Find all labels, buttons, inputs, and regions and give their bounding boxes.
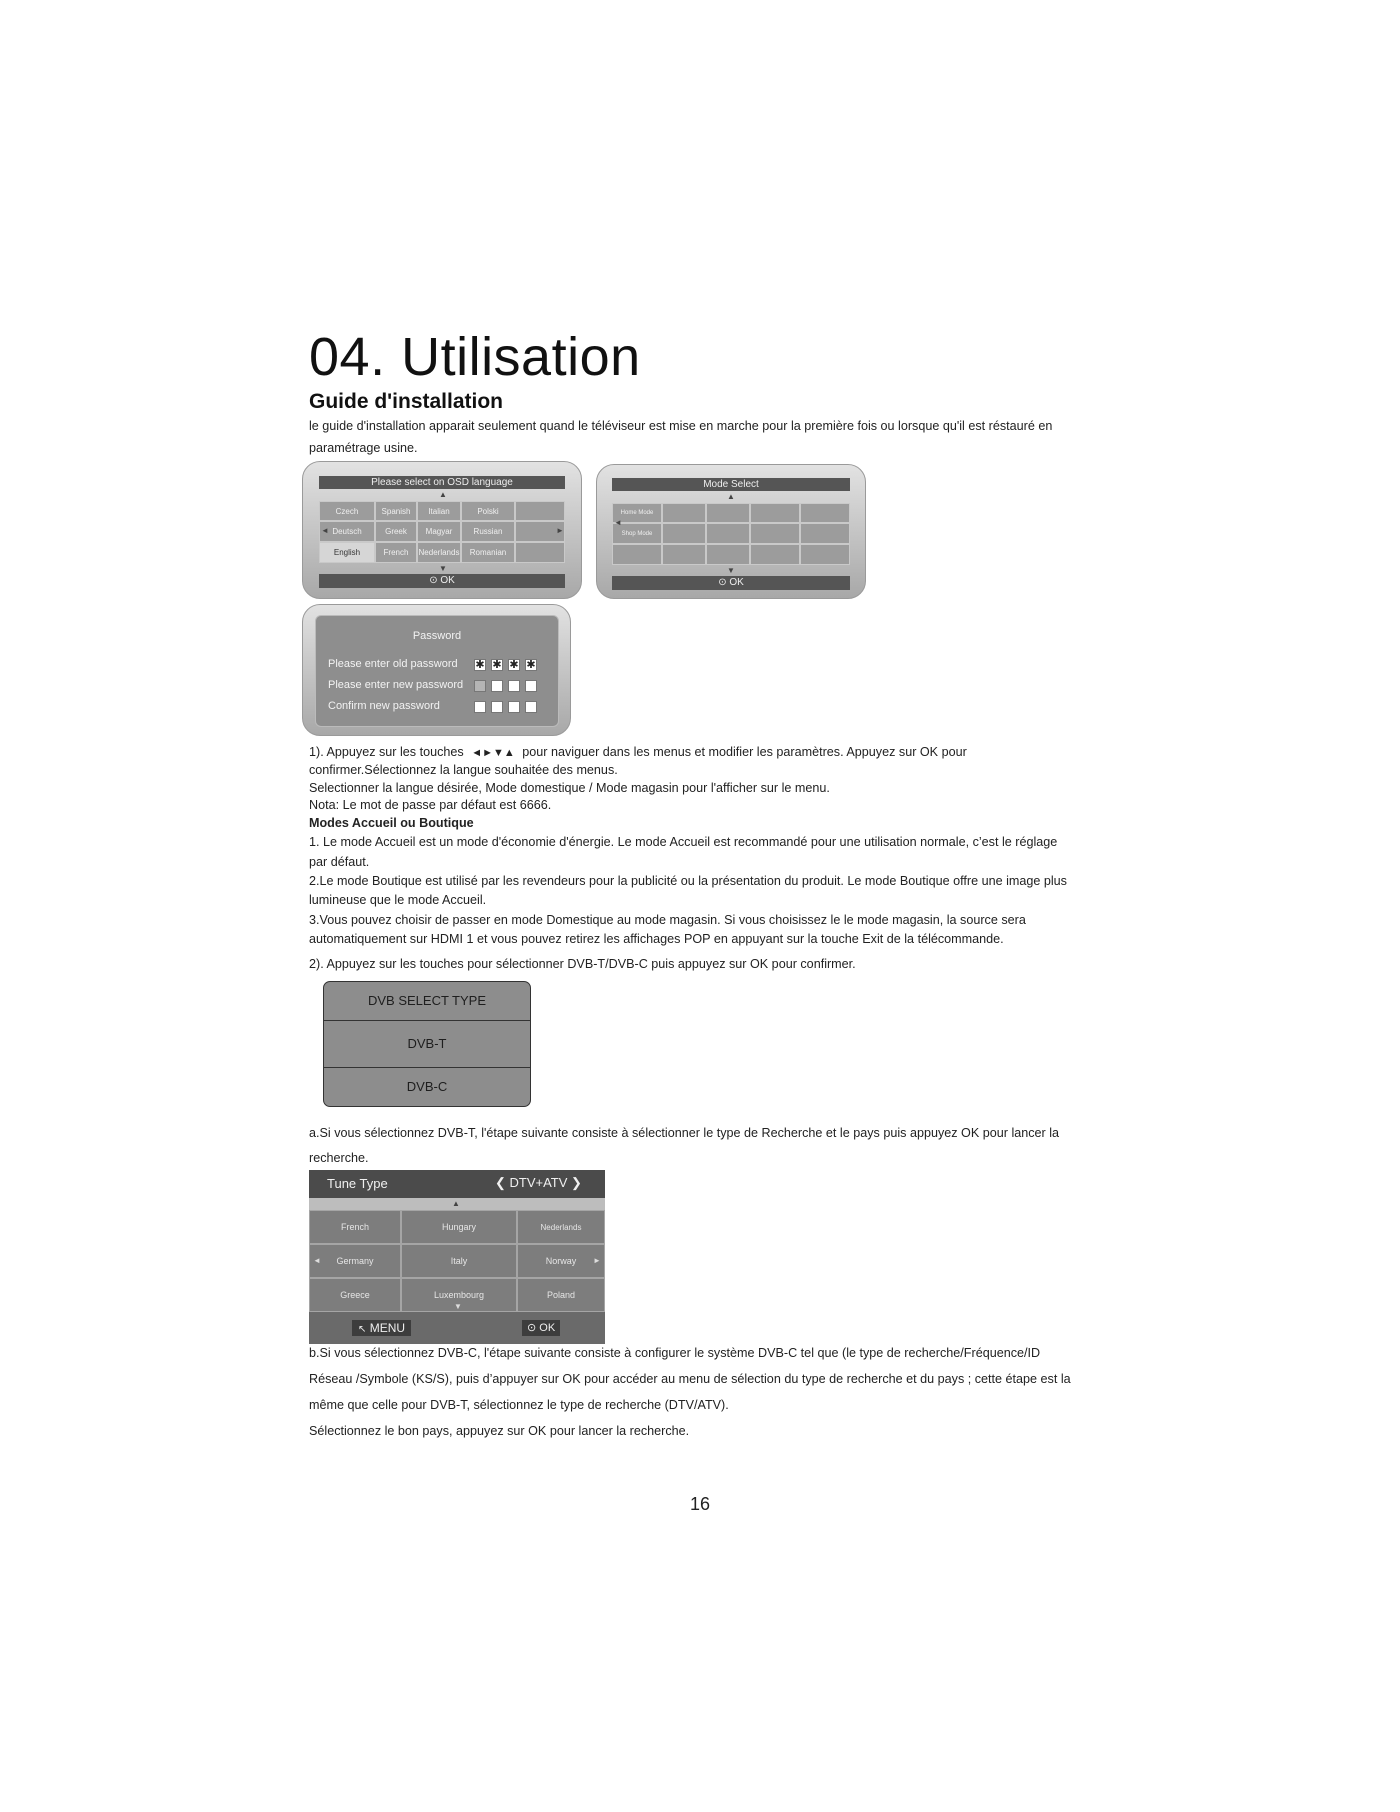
menu-button[interactable] — [352, 1320, 411, 1336]
mode-empty-cell — [750, 544, 800, 565]
osd-language-screen — [302, 461, 582, 599]
mode-empty-cell — [612, 544, 662, 565]
language-option[interactable]: Romanian — [461, 542, 515, 563]
right-arrow-icon: ► — [556, 526, 564, 535]
language-option[interactable]: Russian — [461, 521, 515, 542]
dvbc-text-line-3: même que celle pour DVB-T, sélectionnez le type de recherche (DTV/ATV). — [309, 1398, 729, 1412]
step-1-continuation: pour naviguer dans les menus et modifier les paramètres. Appuyez sur OK pour — [522, 745, 967, 759]
mode-1-line-2: par défaut. — [309, 855, 370, 869]
page-number: 16 — [690, 1494, 711, 1514]
language-option[interactable]: French — [375, 542, 417, 563]
mode-empty-cell — [800, 544, 850, 565]
dvbt-text-line-2: recherche. — [309, 1151, 369, 1165]
dvb-t-option[interactable]: DVB-T — [324, 1021, 530, 1068]
confirm-password-digit[interactable] — [474, 701, 486, 713]
step-1-line-1 — [309, 745, 967, 759]
section-heading: Guide d'installation — [309, 390, 504, 413]
country-option[interactable]: French — [309, 1210, 401, 1244]
tune-type-header — [309, 1170, 605, 1198]
password-title: Password — [412, 630, 462, 642]
back-arrow-icon: ↖ — [358, 1324, 367, 1335]
step-2-text: 2). Appuyez sur les touches pour sélectionner DVB-T/DVB-C puis appuyez sur OK pour confirmer. — [309, 957, 856, 971]
tune-type-screen — [309, 1170, 605, 1344]
tune-type-value[interactable]: ❮ DTV+ATV ❯ — [495, 1175, 582, 1190]
step-1-line-2: confirmer.Sélectionnez la langue souhaitée des menus. — [309, 763, 618, 777]
mode-empty-cell — [662, 523, 706, 544]
mode-empty-cell — [800, 523, 850, 544]
password-screen — [302, 604, 571, 736]
ok-button[interactable]: ⊙ OK — [319, 574, 565, 588]
page-title: 04. Utilisation — [309, 327, 641, 387]
mode-2-line-2: lumineuse que le mode Accueil. — [309, 893, 487, 907]
country-option[interactable]: Italy — [401, 1244, 517, 1278]
tune-footer — [309, 1312, 605, 1344]
dvbc-text-line-1: b.Si vous sélectionnez DVB-C, l'étape suivante consiste à configurer le système DVB-C tel que (le type de recherche/Fréquence/ID — [309, 1346, 1041, 1360]
up-arrow-icon: ▲ — [452, 1199, 460, 1208]
mode-empty-cell — [800, 503, 850, 523]
mode-option-shop[interactable]: Shop Mode — [612, 523, 662, 544]
ok-button[interactable]: ⊙ OK — [612, 576, 850, 590]
mode-1-line-1: 1. Le mode Accueil est un mode d'économie d'énergie. Le mode Accueil est recommandé pour une utilisation normale, c’est le réglage — [309, 835, 1058, 849]
mode-select-screen — [596, 464, 866, 599]
new-password-digit[interactable] — [474, 680, 486, 692]
language-empty-cell — [515, 501, 565, 521]
country-option[interactable]: Germany — [309, 1244, 401, 1278]
old-password-digit[interactable]: ✱ — [475, 659, 485, 671]
up-arrow-icon: ▲ — [727, 492, 735, 501]
left-arrow-icon: ◄ — [313, 1256, 321, 1265]
menu-label: MENU — [369, 1321, 406, 1335]
language-option[interactable]: Polski — [461, 501, 515, 521]
confirm-password-digit[interactable] — [508, 701, 520, 713]
navigation-arrows-icon: ◄►▼▲ — [471, 747, 515, 759]
mode-option-home[interactable]: Home Mode — [612, 503, 662, 523]
mode-empty-cell — [662, 544, 706, 565]
confirm-password-digit[interactable] — [525, 701, 537, 713]
language-empty-cell — [515, 542, 565, 563]
mode-empty-cell — [750, 503, 800, 523]
down-arrow-icon: ▼ — [727, 566, 735, 575]
confirm-password-label: Confirm new password — [328, 700, 440, 712]
old-password-digit[interactable]: ✱ — [526, 659, 536, 671]
step-1-line-4: Nota: Le mot de passe par défaut est 6666. — [309, 798, 552, 812]
mode-select-title: Mode Select — [612, 478, 850, 491]
country-option[interactable]: Hungary — [401, 1210, 517, 1244]
tune-type-label: Tune Type — [327, 1176, 388, 1191]
osd-language-title: Please select on OSD language — [319, 476, 565, 489]
old-password-digit[interactable]: ✱ — [492, 659, 502, 671]
country-option[interactable]: Nederlands — [517, 1210, 605, 1244]
language-option[interactable]: Czech — [319, 501, 375, 521]
step-1-intro: 1). Appuyez sur les touches — [309, 745, 464, 759]
mode-3-line-1: 3.Vous pouvez choisir de passer en mode Domestique au mode magasin. Si vous choisissez le le mode magasin, la source sera — [309, 913, 1026, 927]
dvbc-text-line-4: Sélectionnez le bon pays, appuyez sur OK pour lancer la recherche. — [309, 1424, 690, 1438]
mode-empty-cell — [706, 544, 750, 565]
down-arrow-icon: ▼ — [454, 1302, 462, 1311]
confirm-password-digit[interactable] — [491, 701, 503, 713]
ok-button[interactable]: ⊙ OK — [522, 1320, 560, 1336]
new-password-digit[interactable] — [491, 680, 503, 692]
intro-text-line-1: le guide d'installation apparait seulement quand le téléviseur est mise en marche pour la première fois ou lorsque qu'il est réstauré en — [309, 419, 1053, 433]
mode-empty-cell — [750, 523, 800, 544]
language-option[interactable]: Magyar — [417, 521, 461, 542]
mode-grid — [612, 503, 850, 565]
dvb-c-option[interactable]: DVB-C — [406, 1079, 448, 1094]
new-password-digit[interactable] — [525, 680, 537, 692]
mode-empty-cell — [706, 503, 750, 523]
new-password-label: Please enter new password — [328, 679, 464, 691]
dvb-select-menu — [323, 981, 531, 1107]
country-option[interactable]: Poland — [517, 1278, 605, 1312]
language-option[interactable]: Italian — [417, 501, 461, 521]
old-password-label: Please enter old password — [328, 658, 458, 670]
language-option[interactable]: Spanish — [375, 501, 417, 521]
language-option[interactable]: Nederlands — [417, 542, 461, 563]
mode-empty-cell — [662, 503, 706, 523]
mode-empty-cell — [706, 523, 750, 544]
mode-2-line-1: 2.Le mode Boutique est utilisé par les revendeurs pour la publicité ou la présentation du produit. Le mode Boutique offre une image plus — [309, 874, 1067, 888]
language-option[interactable]: Greek — [375, 521, 417, 542]
dvb-select-title: DVB SELECT TYPE — [324, 982, 530, 1021]
mode-3-line-2: automatiquement sur HDMI 1 et vous pouvez retirez les affichages POP en appuyant sur la touche Exit de la télécommande. — [309, 932, 1004, 946]
old-password-digit[interactable]: ✱ — [509, 659, 519, 671]
country-option[interactable]: Luxembourg — [401, 1278, 517, 1312]
dvbc-text-line-2: Réseau /Symbole (KS/S), puis d’appuyer sur OK pour accéder au menu de sélection du type de recherche et du pays ; cette étape est la — [309, 1372, 1071, 1386]
modes-heading: Modes Accueil ou Boutique — [309, 816, 474, 830]
step-1-line-3: Selectionner la langue désirée, Mode domestique / Mode magasin pour l'afficher sur le menu. — [309, 781, 830, 795]
right-arrow-icon: ► — [593, 1256, 601, 1265]
dvbt-text-line-1: a.Si vous sélectionnez DVB-T, l'étape suivante consiste à sélectionner le type de Recherche et le pays puis appuyez OK pour lancer la — [309, 1126, 1060, 1140]
up-arrow-icon: ▲ — [439, 490, 447, 499]
country-option[interactable]: Norway — [517, 1244, 605, 1278]
password-panel — [315, 615, 559, 727]
language-grid — [319, 501, 565, 563]
language-option[interactable]: Deutsch — [319, 521, 375, 542]
language-option-selected[interactable]: English — [319, 542, 375, 563]
intro-text-line-2: paramétrage usine. — [309, 441, 418, 455]
down-arrow-icon: ▼ — [439, 564, 447, 573]
country-option[interactable]: Greece — [309, 1278, 401, 1312]
new-password-digit[interactable] — [508, 680, 520, 692]
left-arrow-icon: ◄ — [321, 526, 329, 535]
tune-scroll-bar — [309, 1198, 605, 1210]
left-arrow-icon: ◄ — [614, 518, 622, 527]
